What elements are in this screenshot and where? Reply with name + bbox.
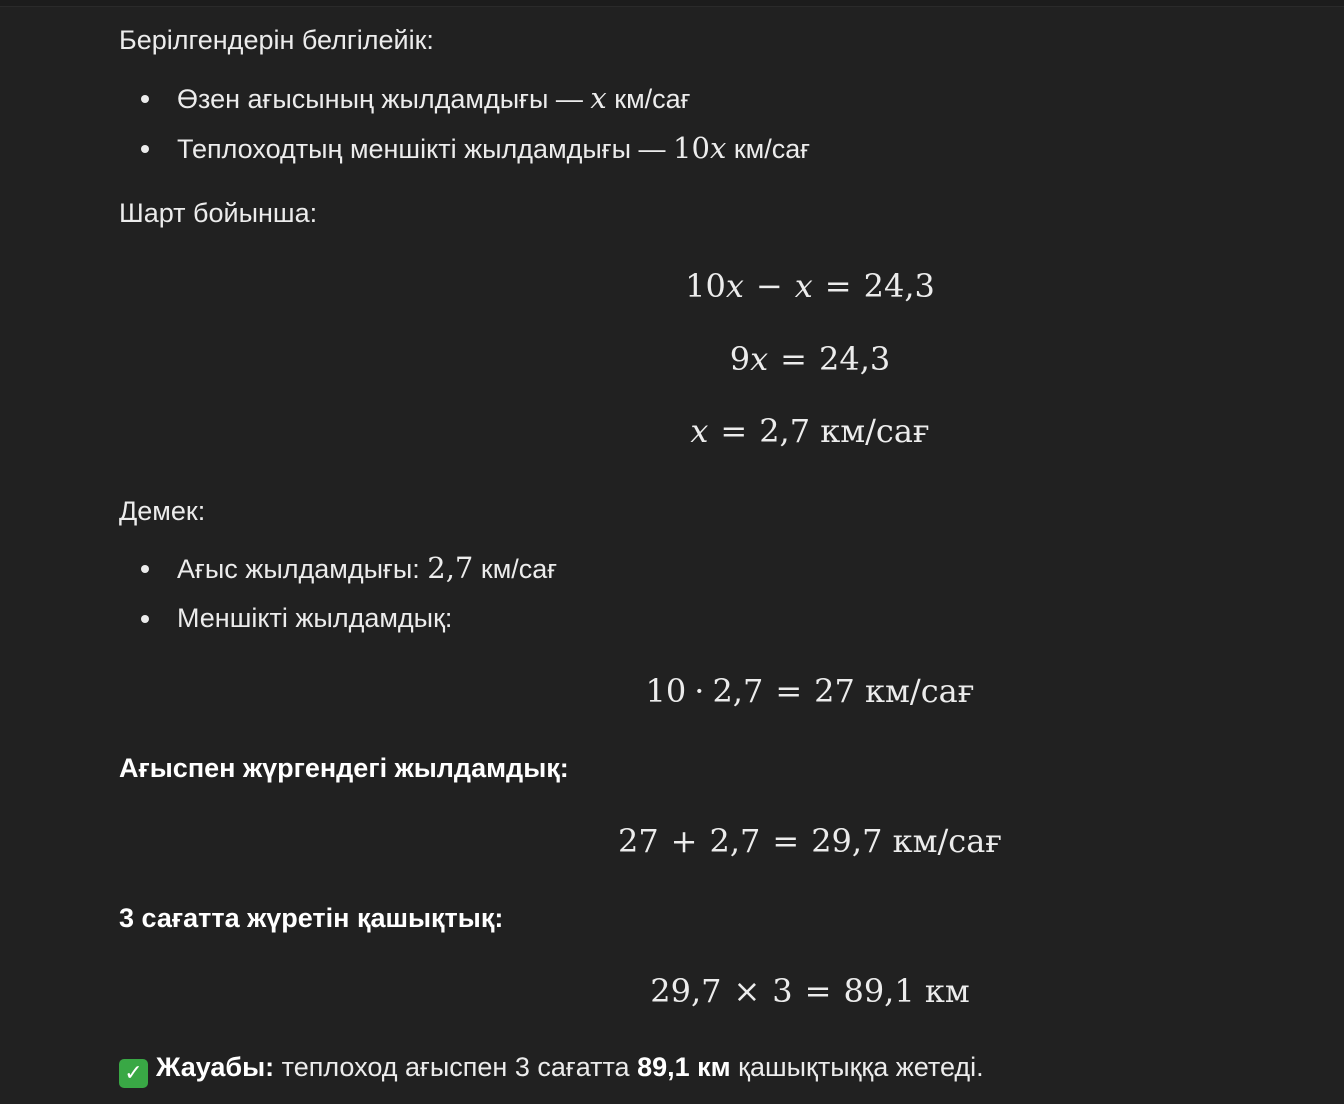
downstream-heading: Ағыспен жүргендегі жылдамдық: [119, 753, 569, 783]
answer-label: Жауабы: [156, 1052, 275, 1082]
result-item-2-text: Меншікті жылдамдық: [177, 603, 453, 633]
answer-text-2: қашықтыққа жетеді. [730, 1052, 984, 1082]
downstream-equation: 27 + 2,7 = 29,7 км/сағ [617, 822, 1003, 860]
own-speed-equation: 10 · 2,7 = 27 км/сағ [645, 672, 975, 710]
distance-heading: 3 сағатта жүретін қашықтық: [119, 903, 504, 933]
answer-text-1: теплоход ағыспен 3 сағатта [274, 1052, 638, 1082]
math-number: 2,7 [427, 551, 474, 585]
bullet [141, 95, 149, 103]
bullet [141, 145, 149, 153]
bullet [141, 565, 149, 573]
result-item-own-speed [177, 601, 452, 635]
result-item-current-speed [177, 551, 557, 586]
therefore-text: Демек: [119, 496, 206, 526]
equation-3: x = 2,7 км/сағ [690, 412, 930, 450]
intro-text: Берілгендерін белгілейік: [119, 25, 434, 55]
math-var: x [709, 131, 727, 165]
answer-line [119, 1050, 984, 1088]
equation-1: 10x − x = 24,3 [685, 267, 935, 305]
math-number: 10 [673, 131, 710, 165]
unit: км/сағ [473, 554, 558, 584]
result-item-1-text: Ағыс жылдамдығы: [177, 554, 428, 584]
bullet [141, 615, 149, 623]
assistant-message [119, 0, 1219, 1104]
condition-text: Шарт бойынша: [119, 198, 318, 228]
answer-highlight: 89,1 км [637, 1052, 731, 1082]
unit: км/сағ [606, 84, 691, 114]
given-item-ship-speed [177, 131, 810, 166]
check-mark-button-icon: ✓ [119, 1059, 148, 1088]
math-var: x [590, 81, 607, 115]
given-item-river-speed [177, 81, 691, 116]
equation-2: 9x = 24,3 [729, 340, 891, 378]
given-item-1-text: Өзен ағысының жылдамдығы — [177, 84, 591, 114]
unit: км/сағ [726, 134, 811, 164]
given-item-2-text: Теплоходтың меншікті жылдамдығы — [177, 134, 674, 164]
distance-equation: 29,7 × 3 = 89,1 км [650, 972, 970, 1010]
